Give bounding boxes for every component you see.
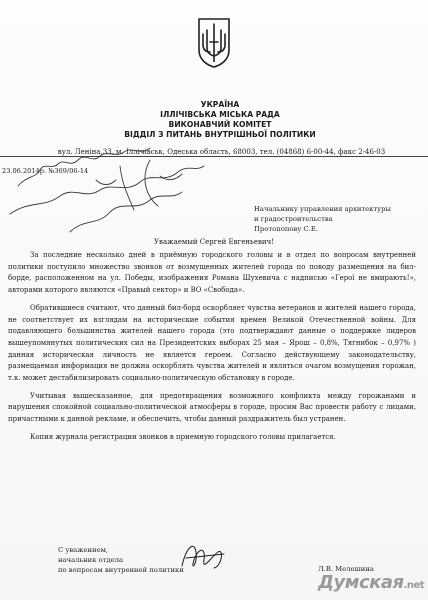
body-paragraph: Обратившиеся считают, что данный бил-борд оскорбляет чувства ветеранов и жителей нашего города, не соответствует их взглядам на исторические события времен Великой Отечественной войны. Для подавляющего большинства жителей нашего города (это подтверждают данные о поддержке лидеров вышеупомянутых политических сил на Президентских выборах 25 мая – Ярош – 0,8%, Тягнибок – 0,97% ) данная историческая личность не является героем. Согласно действующему законодательству, размещаемая информация не должна оскорблять чувства жителей и являться очагом возмущения горожан, т.к. может дестабилизировать социально-политическую обстановку в городе.: [8, 303, 416, 383]
header-country: УКРАЇНА: [200, 100, 240, 109]
address-line: вул. Леніна,33, м. Іллічівськ, Одеська область, 68003, тел. (04868) 6-00-44, факс 2-46-03: [57, 148, 386, 156]
header-council: ІЛЛІЧІВСЬКА МІСЬКА РАДА: [160, 110, 280, 119]
body-paragraph: Учитывая вышесказанное, для предотвращения возможного конфликта между горожанами и нарушения спокойной социально-политической атмосферы в городе, просим Вас провести работу с лицами, причастными к данной рекламе, и обеспечить, чтобы данный раздражитель был устранен.: [8, 391, 416, 424]
registration-number: 23.06.2014р. №369/06-14: [2, 167, 89, 175]
watermark-logo: [318, 572, 424, 593]
header-divider: [0, 156, 428, 157]
closing-line: по вопросам внутренней политики: [58, 566, 184, 574]
body-paragraph: Копия журнала регистрации звонков в приемную городского головы прилагается.: [30, 432, 336, 441]
letter-body: [8, 250, 416, 450]
closing-line: С уважением,: [58, 546, 109, 554]
signer-name: Л.В. Мелешина: [318, 565, 374, 573]
addressee-line: и градостроительства: [254, 215, 333, 223]
addressee-line: Начальнику управления архитектуры: [254, 205, 391, 213]
trident-emblem-icon: [196, 16, 232, 68]
closing-line: начальник отдела: [58, 556, 124, 564]
body-paragraph: За последние несколько дней в приёмную городского головы и в отдел по вопросам внутренней политики поступило множество звонков от возмущенных жителей города по поводу размещения на бил-борде, расположенном на ул. Победы, изображения Романа Шухевича с надписью «Герої не вмирають!», авторами которого являются «Правый сектор» и ВО «Свобода».: [8, 251, 416, 295]
addressee-block: [254, 204, 391, 234]
watermark-suffix: .net: [403, 580, 425, 591]
closing-block: [58, 545, 184, 575]
header-department: ВІДДІЛ З ПИТАНЬ ВНУТРІШНЬОЇ ПОЛІТИКИ: [124, 130, 316, 139]
salutation: Уважаемый Сергей Евгеньевич!: [153, 238, 275, 246]
watermark-brand: Думская: [318, 572, 404, 593]
header-committee: ВИКОНАВЧИЙ КОМІТЕТ: [168, 120, 272, 129]
addressee-line: Протопопову С.Е.: [254, 225, 318, 233]
signature-icon: [182, 546, 224, 568]
resolution-handwriting-icon: [10, 148, 204, 232]
